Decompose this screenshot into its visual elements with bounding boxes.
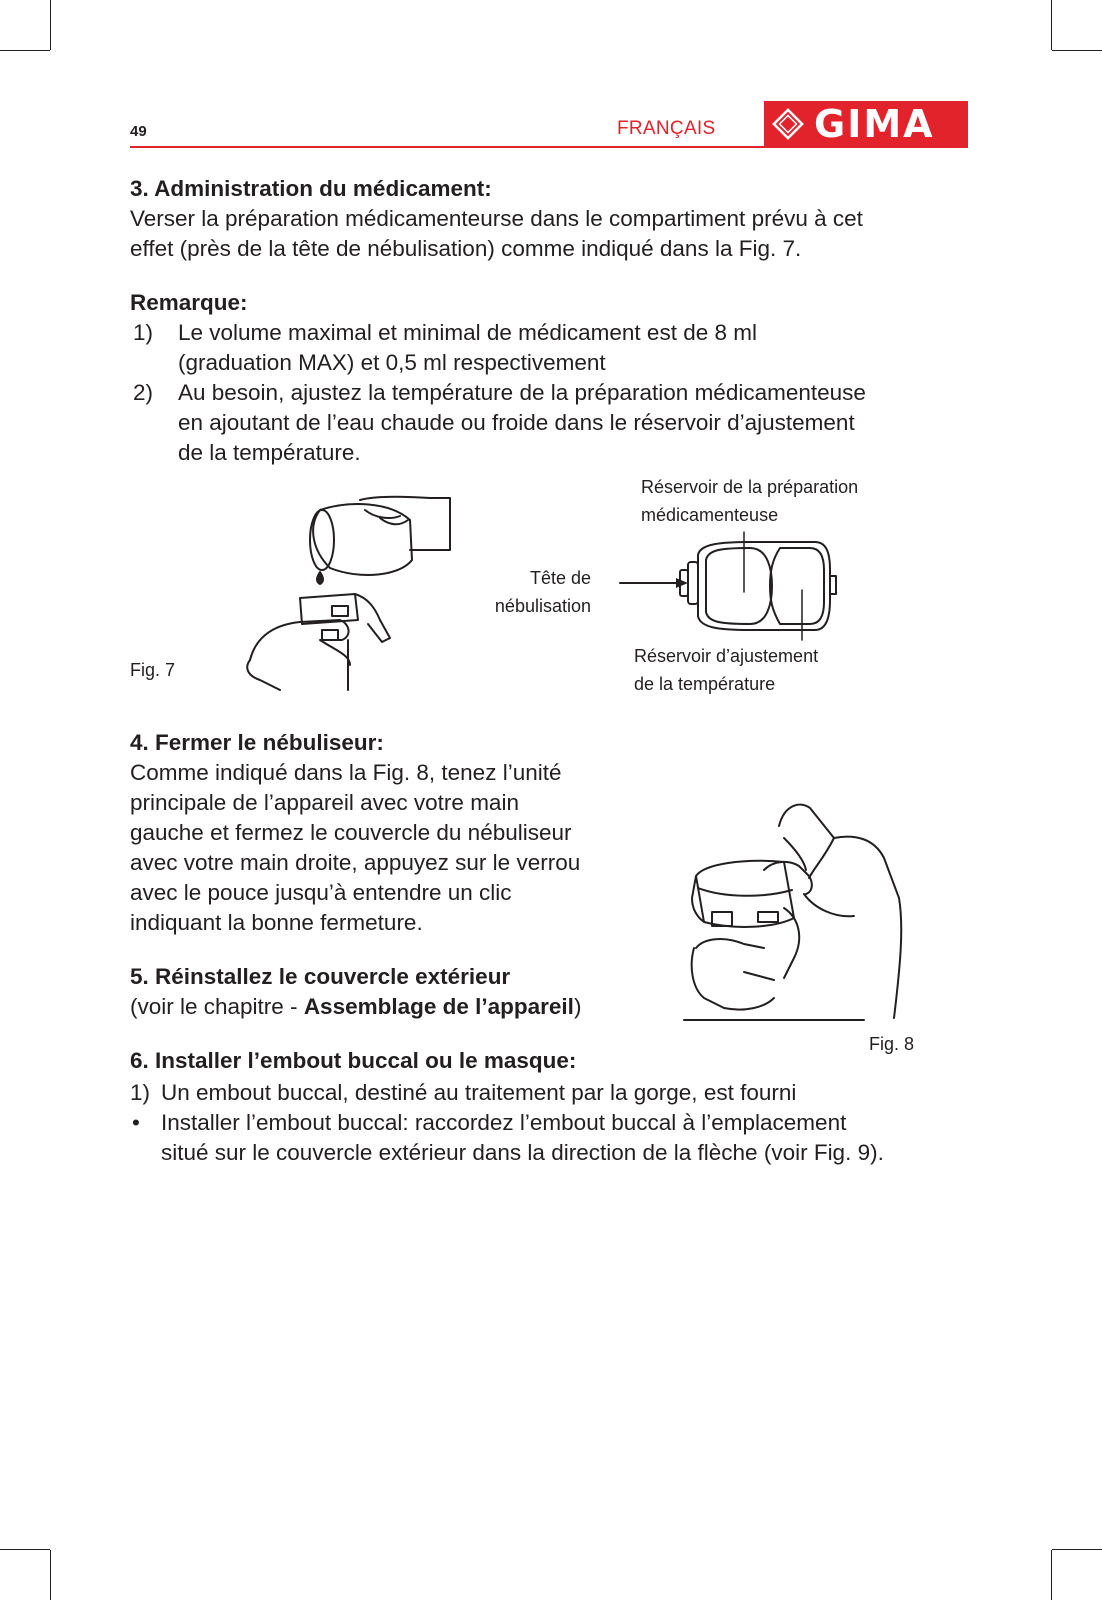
section-3-body-line-2: effet (près de la tête de nébulisation) comme indiqué dans la Fig. 7. [130,236,802,261]
crop-mark-bottom-left-v [50,1550,51,1600]
crop-mark-top-right-h [1052,50,1102,51]
section-4-title: 4. Fermer le nébuliseur: [130,730,384,755]
remarque-item-2 [133,378,933,468]
fig7-caption: Fig. 7 [130,660,176,680]
section-5-sub-suffix: ) [573,994,582,1019]
list-item-line: (graduation MAX) et 0,5 ml respectivement [178,350,606,375]
remarque-title: Remarque: [130,290,248,315]
list-item-text [178,318,958,378]
section-5-subtitle [130,992,581,1022]
section-4-line-5: avec le pouce jusqu’à entendre un clic [130,880,512,905]
section-4-line-3: gauche et fermez le couvercle du nébuliseur [130,820,572,845]
page-number: 49 [130,123,147,140]
fig8-caption: Fig. 8 [869,1034,915,1054]
section-5-sub-bold: Assemblage de l’appareil [303,994,574,1019]
fig7-pouring-illustration [240,490,460,690]
section-3-body-line-1: Verser la préparation médicamenteurse dans le compartiment prévu à cet [130,206,863,231]
fig7-nebuliser-top-diagram [610,540,870,650]
label-adjust-line-2: de la température [634,674,776,694]
section-3-title: 3. Administration du médicament: [130,176,492,201]
label-reservoir-line-1: Réservoir de la préparation [641,477,859,497]
list-number: 2) [133,380,154,405]
label-head-line-1: Tête de [529,568,591,588]
crop-mark-top-right-v [1051,0,1052,50]
crop-mark-top-left-v [50,0,51,50]
list-item-line: Le volume maximal et minimal de médicament est de 8 ml [178,320,757,345]
section-6-bullet-line-1: Installer l’embout buccal: raccordez l’embout buccal à l’emplacement [161,1110,847,1135]
section-6-item-1-number: 1) [130,1080,151,1105]
section-4-line-2: principale de l’appareil avec votre main [130,790,519,815]
list-item-line: de la température. [178,440,361,465]
section-6-bullet: • [132,1110,140,1135]
crop-mark-top-left-h [0,50,50,51]
section-6-item-1-text: Un embout buccal, destiné au traitement par la gorge, est fourni [161,1080,797,1105]
list-item-line: Au besoin, ajustez la température de la préparation médicamenteuse [178,380,866,405]
crop-mark-bottom-left-h [0,1549,50,1550]
list-item-text [178,378,958,468]
crop-mark-bottom-right-v [1051,1550,1052,1600]
brand-logo [764,101,968,147]
label-adjust-line-1: Réservoir d’ajustement [634,646,819,666]
section-4-line-1: Comme indiqué dans la Fig. 8, tenez l’unité [130,760,562,785]
section-5-title: 5. Réinstallez le couvercle extérieur [130,964,511,989]
list-number: 1) [133,320,154,345]
label-reservoir-line-2: médicamenteuse [641,505,779,525]
label-head-line-2: nébulisation [494,596,591,616]
list-item-line: en ajoutant de l’eau chaude ou froide dans le réservoir d’ajustement [178,410,855,435]
section-6-bullet-line-2: situé sur le couvercle extérieur dans la direction de la flèche (voir Fig. 9). [161,1140,884,1165]
brand-emblem-icon [768,104,808,144]
section-4-line-4: avec votre main droite, appuyez sur le verrou [130,850,581,875]
header-rule [130,146,968,148]
language-label: FRANÇAIS [617,118,716,139]
section-5-sub-prefix: (voir le chapitre - [130,994,304,1019]
fig8-closing-illustration [684,798,924,1028]
crop-mark-bottom-right-h [1052,1549,1102,1550]
section-6-title: 6. Installer l’embout buccal ou le masque: [130,1048,577,1073]
section-4-line-6: indiquant la bonne fermeture. [130,910,423,935]
brand-name: GIMA [814,102,935,146]
remarque-item-1 [133,318,933,378]
